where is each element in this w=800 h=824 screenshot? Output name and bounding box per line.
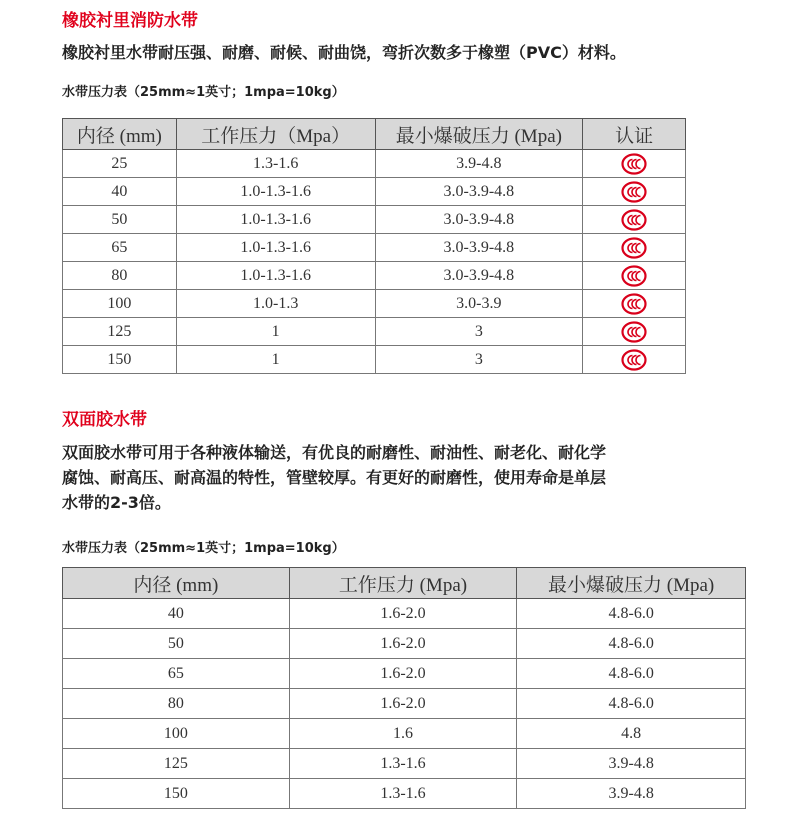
table-cell: 40 [63,599,290,629]
table-row [63,290,686,318]
certification-cell [583,346,686,374]
certification-cell [583,150,686,178]
table-cell: 100 [63,290,177,318]
certification-cell [583,262,686,290]
table-cell: 3.9-4.8 [517,749,746,779]
column-header: 最小爆破压力 (Mpa) [517,568,746,599]
table-row [63,749,746,779]
section2-table-caption: 水带压力表（25mm≈1英寸；1mpa=10kg） [62,541,345,556]
table-cell: 1.6-2.0 [289,629,517,659]
ccc-certification-icon [621,321,647,343]
certification-cell [583,234,686,262]
table-row [63,262,686,290]
table-cell: 40 [63,178,177,206]
table-cell: 1.6-2.0 [289,659,517,689]
table-cell: 1 [176,318,375,346]
double-sided-hose-pressure-table [62,567,746,809]
table-row [63,629,746,659]
table-cell: 3.0-3.9-4.8 [375,206,583,234]
table-cell: 125 [63,749,290,779]
table-row [63,318,686,346]
table-cell: 1.0-1.3 [176,290,375,318]
table-cell: 4.8-6.0 [517,629,746,659]
table-row [63,779,746,809]
ccc-certification-icon [621,349,647,371]
table-cell: 3.9-4.8 [375,150,583,178]
table-cell: 1.6 [289,719,517,749]
table-cell: 50 [63,629,290,659]
table-row [63,346,686,374]
rubber-hose-pressure-table [62,118,686,374]
ccc-certification-icon [621,237,647,259]
table-row [63,689,746,719]
table-cell: 4.8-6.0 [517,689,746,719]
table-cell: 1.0-1.3-1.6 [176,262,375,290]
table-cell: 1.6-2.0 [289,599,517,629]
certification-cell [583,318,686,346]
table-cell: 1.3-1.6 [176,150,375,178]
table-cell: 3 [375,346,583,374]
table-cell: 3.0-3.9-4.8 [375,262,583,290]
table-cell: 125 [63,318,177,346]
table-cell: 3.9-4.8 [517,779,746,809]
table-cell: 1.6-2.0 [289,689,517,719]
table-row [63,234,686,262]
table-cell: 1.0-1.3-1.6 [176,206,375,234]
table-row [63,659,746,689]
table-cell: 65 [63,659,290,689]
section2-title: 双面胶水带 [62,410,147,430]
table-cell: 1.0-1.3-1.6 [176,234,375,262]
column-header: 内径 (mm) [63,568,290,599]
table-cell: 4.8 [517,719,746,749]
table-cell: 3.0-3.9-4.8 [375,178,583,206]
table-cell: 4.8-6.0 [517,659,746,689]
table-cell: 1.3-1.6 [289,749,517,779]
ccc-certification-icon [621,153,647,175]
column-header: 工作压力 (Mpa) [289,568,517,599]
section1-title: 橡胶衬里消防水带 [62,11,198,31]
table-row [63,150,686,178]
ccc-certification-icon [621,209,647,231]
ccc-certification-icon [621,181,647,203]
description-line: 双面胶水带可用于各种液体输送，有优良的耐磨性、耐油性、耐老化、耐化学 [62,443,607,462]
table-cell: 25 [63,150,177,178]
table-cell: 100 [63,719,290,749]
column-header: 最小爆破压力 (Mpa) [375,119,583,150]
section1-table-caption: 水带压力表（25mm≈1英寸；1mpa=10kg） [62,85,345,100]
ccc-certification-icon [621,293,647,315]
table-cell: 80 [63,689,290,719]
table-row [63,178,686,206]
table-cell: 1 [176,346,375,374]
table-row [63,599,746,629]
table-row [63,206,686,234]
column-header: 内径 (mm) [63,119,177,150]
table-cell: 150 [63,779,290,809]
table-cell: 50 [63,206,177,234]
table-cell: 1.3-1.6 [289,779,517,809]
table-cell: 4.8-6.0 [517,599,746,629]
table-row [63,719,746,749]
table-cell: 3.0-3.9 [375,290,583,318]
column-header: 认证 [583,119,686,150]
column-header: 工作压力（Mpa） [176,119,375,150]
table-cell: 1.0-1.3-1.6 [176,178,375,206]
table-cell: 3 [375,318,583,346]
description-line: 水带的2-3倍。 [62,493,171,512]
certification-cell [583,290,686,318]
section2-description [62,440,762,515]
certification-cell [583,178,686,206]
table-cell: 80 [63,262,177,290]
table-cell: 3.0-3.9-4.8 [375,234,583,262]
table-cell: 150 [63,346,177,374]
table-cell: 65 [63,234,177,262]
section1-description: 橡胶衬里水带耐压强、耐磨、耐候、耐曲饶，弯折次数多于橡塑（PVC）材料。 [62,43,626,62]
description-line: 腐蚀、耐高压、耐高温的特性，管壁较厚。有更好的耐磨性，使用寿命是单层 [62,468,607,487]
certification-cell [583,206,686,234]
ccc-certification-icon [621,265,647,287]
